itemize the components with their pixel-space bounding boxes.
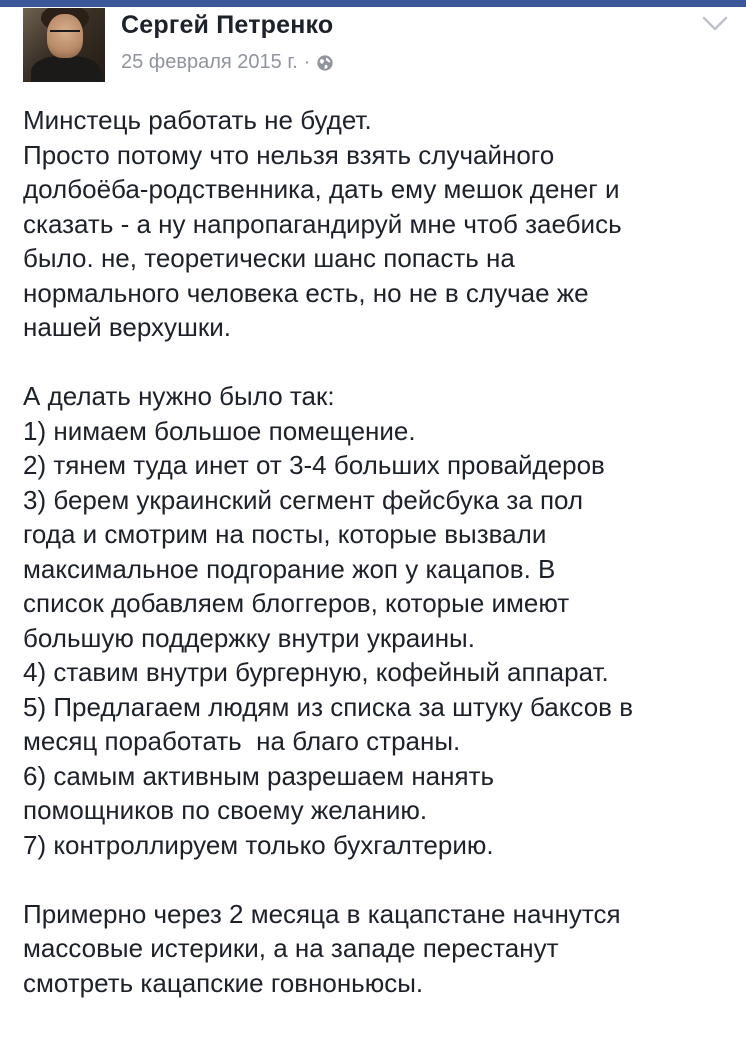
- globe-icon: [316, 54, 334, 72]
- post-text-line: 2) тянем туда инет от 3-4 больших провайдеров: [23, 450, 605, 480]
- avatar-glasses: [50, 30, 80, 40]
- post-paragraph: [23, 379, 723, 862]
- post-text-line: было. не, теоретически шанс попасть на: [23, 243, 515, 273]
- post-text-line: Примерно через 2 месяца в кацапстане начнутся: [23, 898, 621, 929]
- post-text-line: Просто потому что нельзя взять случайного: [23, 139, 555, 170]
- post-text-line: сказать - а ну напропагандируй мне чтоб заебись: [23, 208, 622, 239]
- paragraph-gap: [23, 862, 723, 897]
- post-text-line: 6) самым активным разрешаем нанять: [23, 760, 495, 791]
- post-paragraph: [23, 897, 723, 1001]
- post-text-line: нормального человека есть, но не в случае же: [23, 277, 589, 308]
- post-text-line: долбоёба-родственника, дать ему мешок денег и: [23, 174, 620, 204]
- privacy-globe-icon[interactable]: [316, 54, 334, 72]
- post-text-line: 3) берем украинский сегмент фейсбука за пол: [23, 484, 584, 515]
- post-body: [23, 103, 723, 1000]
- avatar-body: [31, 56, 101, 82]
- post-meta: [121, 51, 334, 74]
- post-text-line: 4) ставим внутри бургерную, кофейный аппарат.: [23, 657, 609, 687]
- avatar[interactable]: [23, 8, 105, 82]
- post-text-line: список добавляем блоггеров, которые имеют: [23, 588, 570, 618]
- post-text-line: нашей верхушки.: [23, 312, 232, 342]
- post-text-line: года и смотрим на посты, которые вызвали: [23, 519, 547, 549]
- meta-separator: ·: [303, 51, 311, 73]
- author-name[interactable]: Сергей Петренко: [121, 11, 334, 39]
- post-paragraph: [23, 103, 723, 345]
- top-bar: [0, 0, 746, 7]
- post-text-line: А делать нужно было так:: [23, 381, 335, 411]
- post-text-line: месяц поработать на благо страны.: [23, 726, 461, 756]
- post-text-line: 1) нимаем большое помещение.: [23, 415, 416, 446]
- post-text-line: 5) Предлагаем людям из списка за штуку баксов в: [23, 691, 634, 722]
- post-text-line: смотреть кацапские говноньюсы.: [23, 967, 424, 998]
- post-text-line: максимальное подгорание жоп у кацапов. В: [23, 553, 556, 584]
- post-text-line: 7) контроллируем только бухгалтерию.: [23, 829, 494, 860]
- post-header: [0, 7, 746, 87]
- post-text-line: помощников по своему желанию.: [23, 795, 428, 825]
- chevron-down-icon[interactable]: [701, 15, 729, 33]
- paragraph-gap: [23, 345, 723, 380]
- post-text-line: массовые истерики, а на западе перестанут: [23, 933, 559, 963]
- post-text-line: Минстець работать не будет.: [23, 105, 372, 135]
- post-text-line: большую поддержку внутри украины.: [23, 622, 475, 653]
- post-date[interactable]: 25 февраля 2015 г.: [121, 51, 298, 73]
